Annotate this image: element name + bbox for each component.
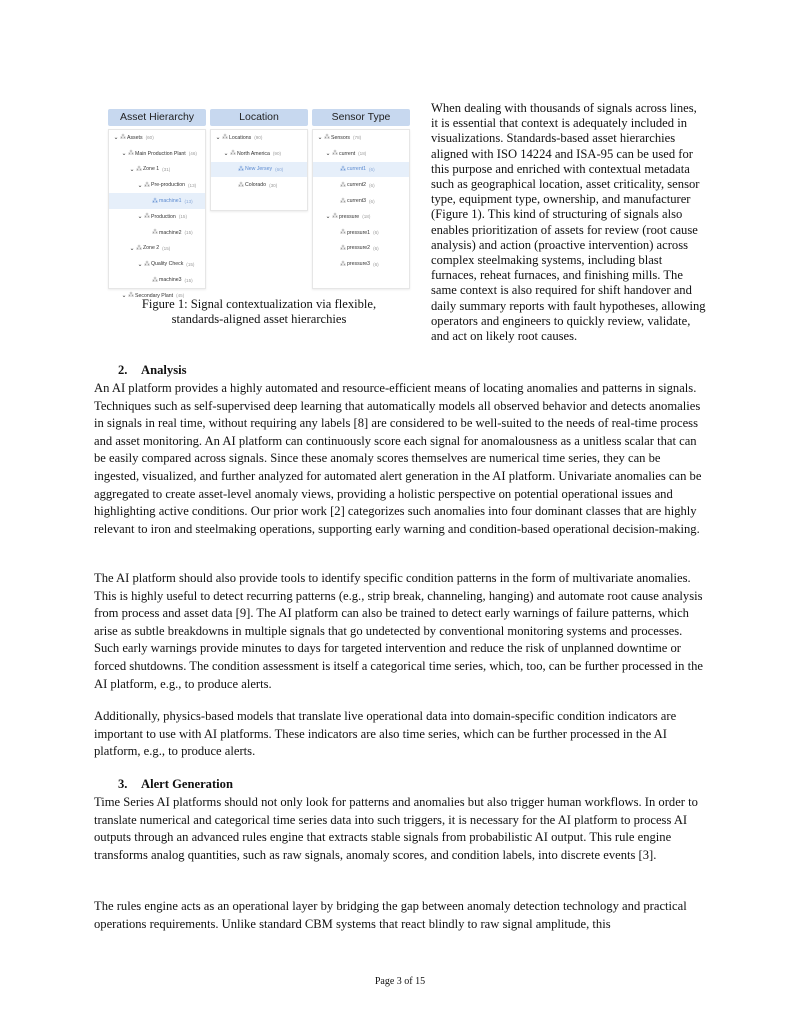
tree-row-label: current1 [347,166,367,173]
tree-row-count: (15) [184,277,193,283]
tree-row-count: (6) [373,245,379,251]
hierarchy-node-icon: ⁂ [238,166,244,173]
tree-row-label: machine3 [159,277,182,284]
hierarchy-node-icon: ⁂ [332,214,338,221]
hierarchy-node-icon: ⁂ [332,151,338,158]
section-2-heading [118,363,187,378]
tree-row[interactable] [313,209,409,225]
hierarchy-node-icon: ⁂ [230,151,236,158]
tree-row-label: North America [237,150,270,157]
tree-row-label: Pre-production [151,182,186,189]
tree-row-label: pressure [339,213,360,220]
location-tree [210,129,308,211]
tree-row[interactable] [109,162,205,178]
tree-row[interactable] [211,146,307,162]
chevron-down-icon[interactable]: ⌄ [317,135,323,142]
tree-row[interactable] [313,193,409,209]
tree-row-label: New Jersey [245,166,273,173]
hierarchy-node-icon: ⁂ [238,182,244,189]
chevron-down-icon[interactable]: ⌄ [215,135,221,142]
tree-row-count: (18) [358,151,367,157]
tree-row-count: (60) [275,166,284,172]
tree-row[interactable] [109,177,205,193]
tree-row[interactable] [211,177,307,193]
tree-row-label: Colorado [245,182,267,189]
tree-row[interactable] [211,130,307,146]
tree-row-label: machine2 [159,229,182,236]
tree-row[interactable] [109,225,205,241]
tree-row-count: (45) [176,293,185,299]
tree-row-count: (90) [254,135,263,141]
location-header: Location [210,109,308,126]
section-2-paragraph-3: Additionally, physics-based models that translate live operational data into domain-specific condition indicators are important to use with AI platforms. These indicators are also time series, which can be further processed in the AI platform, e.g., to produce alerts. [94,709,677,759]
sensor-type-tree [312,129,410,289]
tree-row[interactable] [313,225,409,241]
tree-row-count: (13) [188,182,197,188]
hierarchy-node-icon: ⁂ [340,261,346,268]
tree-row-label: Locations [229,134,252,141]
intro-paragraph: When dealing with thousands of signals across lines, it is essential that context is adequately included in visualizations. Standards-based asset hierarchies aligned with ISO 14224 and ISA-95 can be used for this purpose and enriched with contextual metadata such as geographical location, asset criticality, sensor type, equipment type, ownership, and manufacturer (Figure 1). This kind of structuring of signals also enables prioritization of assets for review (root cause analysis) and action (proactive intervention) across complex steelmaking systems, including blast furnaces, reheat furnaces, and finishing mills. The same context is also required for shift handover and daily summary reports with fault hypotheses, allowing operators and engineers to quickly review, validate, and act on likely root causes. [431,101,706,344]
hierarchy-node-icon: ⁂ [144,182,150,189]
hierarchy-node-icon: ⁂ [152,277,158,284]
tree-row[interactable] [313,177,409,193]
tree-row-count: (60) [145,135,154,141]
section-3-number: 3. [118,777,128,791]
hierarchy-node-icon: ⁂ [128,293,134,300]
hierarchy-node-icon: ⁂ [144,214,150,221]
figure-caption: Figure 1: Signal contextualization via flexible, standards-aligned asset hierarchies [141,297,377,326]
hierarchy-node-icon: ⁂ [128,151,134,158]
tree-row-label: Quality Check [151,261,184,268]
section-3-heading [118,777,233,792]
tree-row[interactable] [109,146,205,162]
tree-row-count: (6) [369,182,375,188]
tree-row-count: (18) [362,214,371,220]
tree-row[interactable] [313,256,409,272]
tree-row[interactable] [109,272,205,288]
sensor-type-panel [312,109,410,289]
section-3-title: Alert Generation [141,777,233,791]
tree-row[interactable] [211,162,307,178]
tree-row-count: (15) [162,245,171,251]
hierarchy-node-icon: ⁂ [340,245,346,252]
hierarchy-node-icon: ⁂ [340,166,346,173]
tree-row-label: current2 [347,182,367,189]
figure-1 [108,109,410,327]
tree-row[interactable] [109,130,205,146]
hierarchy-node-icon: ⁂ [340,198,346,205]
tree-row-label: Secondary Plant [135,292,174,299]
tree-row-label: machine1 [159,198,182,205]
tree-row-count: (6) [373,261,379,267]
section-2-paragraph-1: An AI platform provides a highly automated and resource-efficient means of locating anomalies and patterns in signals. Techniques such as self-supervised deep learning that automatically models all observed behavior and detects anomalies in signals in real time, without requiring any labels [8] are considered to be well-suited to the needs of real-time process and asset monitoring. An AI platform can continuously score each signal for anomalousness as a unitless scalar that can be easily compared across signals. Since these anomaly scores themselves are numerical time series, they can be ingested, visualized, and further analyzed for automated alert generation in the AI platform. Univariate anomalies can be aggregated to create asset-level anomaly views, providing a holistic perspective on potential operational issues and highlighting active conditions. Our prior work [2] categorizes such anomalies into four dominant classes that are highly relevant to iron and steelmaking operations, supporting early warning and condition-based operational decision-making. [94,381,702,536]
tree-row-count: (30) [269,182,278,188]
tree-row-label: pressure2 [347,245,371,252]
chevron-down-icon[interactable]: ⌄ [121,293,127,300]
chevron-down-icon[interactable]: ⌄ [137,214,143,221]
tree-row[interactable] [109,241,205,257]
chevron-down-icon[interactable]: ⌄ [113,135,119,142]
tree-row-count: (6) [369,166,375,172]
page-number: Page 3 of 15 [374,976,426,987]
section-3-paragraph-2: The rules engine acts as an operational layer by bridging the gap between anomaly detection technology and practical operations requirements. Unlike standard CBM systems that react blindly to raw signal amplitude, this [94,899,687,931]
tree-row-label: current3 [347,198,367,205]
tree-row-count: (13) [184,198,193,204]
chevron-down-icon[interactable]: ⌄ [223,151,229,158]
tree-row[interactable] [109,256,205,272]
chevron-down-icon[interactable]: ⌄ [129,166,135,173]
hierarchy-node-icon: ⁂ [340,182,346,189]
tree-row-count: (6) [373,230,379,236]
section-2-number: 2. [118,363,128,377]
tree-row-count: (6) [369,198,375,204]
tree-row-count: (31) [162,166,171,172]
hierarchy-node-icon: ⁂ [136,245,142,252]
figure-panels [108,109,410,300]
hierarchy-node-icon: ⁂ [144,261,150,268]
asset-hierarchy-panel [108,109,206,300]
tree-row-label: current [339,150,356,157]
tree-row-count: (15) [184,230,193,236]
sensor-type-header: Sensor Type [312,109,410,126]
tree-row[interactable] [313,241,409,257]
asset-hierarchy-tree [108,129,206,300]
chevron-down-icon[interactable]: ⌄ [137,182,143,189]
chevron-down-icon[interactable]: ⌄ [137,261,143,268]
tree-row-label: pressure1 [347,229,371,236]
tree-row[interactable] [109,193,205,209]
tree-row-label: Assets [127,134,143,141]
tree-row[interactable] [313,130,409,146]
hierarchy-node-icon: ⁂ [152,230,158,237]
tree-row-count: (78) [353,135,362,141]
tree-row-count: (46) [188,151,197,157]
chevron-down-icon[interactable]: ⌄ [121,151,127,158]
chevron-down-icon[interactable]: ⌄ [325,214,331,221]
hierarchy-node-icon: ⁂ [222,135,228,142]
tree-row-label: Sensors [331,134,351,141]
tree-row-count: (15) [178,214,187,220]
hierarchy-node-icon: ⁂ [152,198,158,205]
tree-row-label: Zone 2 [143,245,160,252]
section-2-title: Analysis [141,363,187,377]
location-panel [210,109,308,289]
tree-row-count: (15) [186,261,195,267]
hierarchy-node-icon: ⁂ [120,135,126,142]
chevron-down-icon[interactable]: ⌄ [129,245,135,252]
hierarchy-node-icon: ⁂ [324,135,330,142]
tree-row-label: pressure3 [347,261,371,268]
asset-hierarchy-header: Asset Hierarchy [108,109,206,126]
section-3-paragraph-1: Time Series AI platforms should not only look for patterns and anomalies but also trigger human workflows. In order to translate numerical and categorical time series data into such triggers, it is necessary for the AI platform to process AI outputs through an advanced rules engine that extracts stable signals from probabilistic AI output. This rule engine transforms analog quantities, such as raw signals, anomaly scores, and condition labels, into discrete events [3]. [94,795,698,862]
hierarchy-node-icon: ⁂ [136,166,142,173]
chevron-down-icon[interactable]: ⌄ [325,151,331,158]
section-2-paragraph-2: The AI platform should also provide tools to identify specific condition patterns in the form of multivariate anomalies. This is highly useful to detect recurring patterns (e.g., strip break, channeling, hanging) and automate root cause analysis from process and asset data [9]. The AI platform can also be trained to detect early warnings of failure patterns, which arise as subtle breakdowns in multiple signals that go undetected by conventional monitoring systems and processes. Such early warnings provide minutes to days for targeted intervention and reduce the risk of unplanned downtime or forced shutdowns. The condition assessment is itself a categorical time series, which, too, can be further processed in the AI platform, e.g., to produce alerts. [94,571,703,691]
tree-row-label: Zone 1 [143,166,160,173]
tree-row[interactable] [109,209,205,225]
tree-row[interactable] [313,146,409,162]
tree-row-label: Production [151,213,176,220]
tree-row-count: (90) [272,151,282,157]
tree-row[interactable] [313,162,409,178]
tree-row-label: Main Production Plant [135,150,186,157]
hierarchy-node-icon: ⁂ [340,230,346,237]
